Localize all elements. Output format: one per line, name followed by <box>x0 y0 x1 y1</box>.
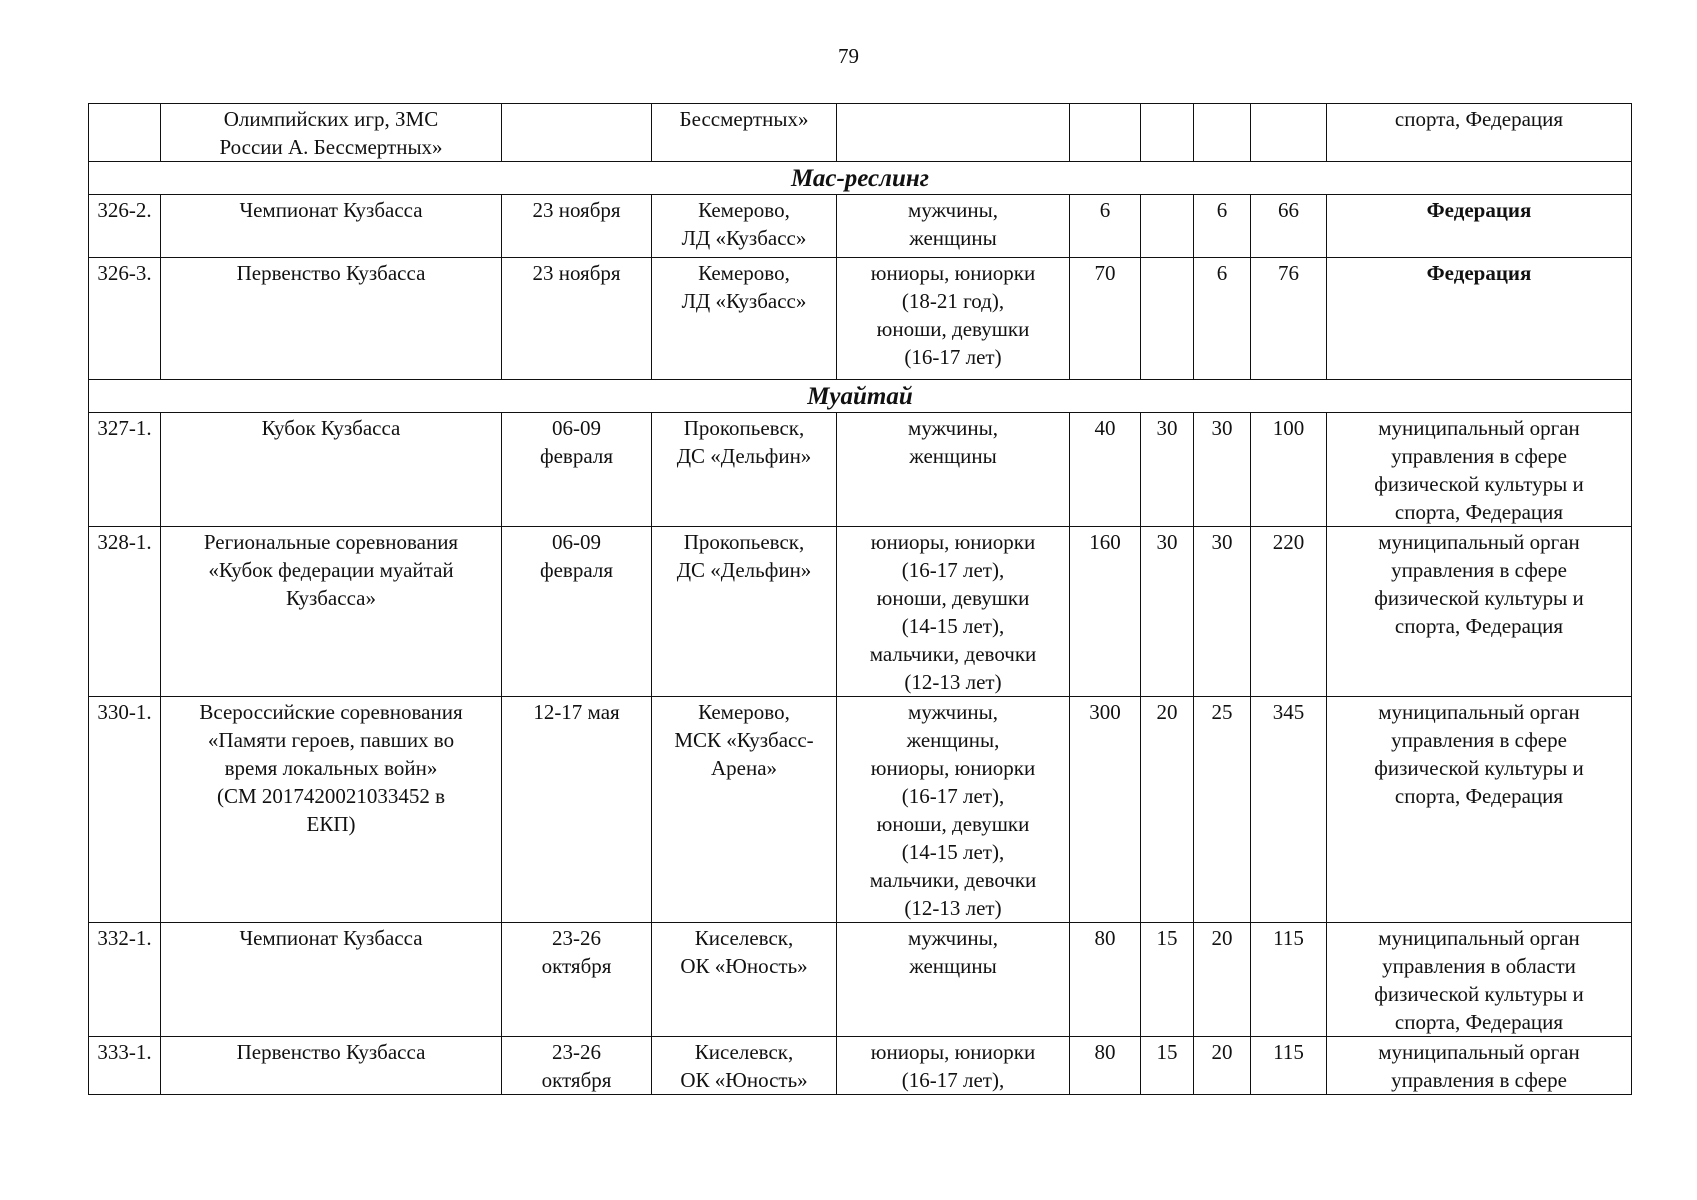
line: ЛД «Кузбасс» <box>681 226 807 250</box>
events-table <box>88 103 1632 1095</box>
cell-dates <box>502 923 652 1037</box>
line: Олимпийских игр, ЗМС <box>223 107 439 131</box>
cell-event-name <box>161 104 502 162</box>
line: Кузбасса» <box>286 586 376 610</box>
line: Прокопьевск, <box>683 416 805 440</box>
cell-count-2 <box>1141 258 1194 380</box>
line: Киселевск, <box>694 1040 794 1064</box>
line: физической культуры и <box>1374 756 1584 780</box>
line: юниоры, юниорки <box>870 530 1036 554</box>
line: юниоры, юниорки <box>870 1040 1036 1064</box>
cell-total: 115 <box>1251 1037 1327 1095</box>
line: (16-17 лет), <box>901 784 1005 808</box>
cell-organizer <box>1327 923 1632 1037</box>
line: 23 ноября <box>532 261 621 285</box>
cell-organizer <box>1327 527 1632 697</box>
cell-category <box>837 923 1070 1037</box>
line: Всероссийские соревнования <box>199 700 463 724</box>
line: февраля <box>540 444 613 468</box>
line: юноши, девушки <box>876 317 1030 341</box>
line: управления в области <box>1382 954 1576 978</box>
table-body <box>89 104 1632 1095</box>
cell-total: 100 <box>1251 413 1327 527</box>
cell-num: 330-1. <box>89 697 161 923</box>
line: Кубок Кузбасса <box>261 416 401 440</box>
cell-dates <box>502 413 652 527</box>
cell-count-1 <box>1070 104 1141 162</box>
line: Федерация <box>1426 198 1532 222</box>
continuation-row <box>89 104 1632 162</box>
event-row <box>89 527 1632 697</box>
cell-venue <box>652 104 837 162</box>
cell-num: 332-1. <box>89 923 161 1037</box>
cell-total <box>1251 104 1327 162</box>
line: управления в сфере <box>1391 1068 1567 1092</box>
line: (12-13 лет) <box>904 670 1002 694</box>
line: Чемпионат Кузбасса <box>239 926 423 950</box>
cell-category <box>837 195 1070 258</box>
line: спорта, Федерация <box>1394 784 1564 808</box>
cell-num: 326-2. <box>89 195 161 258</box>
line: 23-26 <box>552 1040 601 1064</box>
section-title: Мас-реслинг <box>89 162 1632 195</box>
cell-total: 345 <box>1251 697 1327 923</box>
line: ДС «Дельфин» <box>676 558 812 582</box>
line: Кемерово, <box>698 198 790 222</box>
cell-num: 328-1. <box>89 527 161 697</box>
cell-venue <box>652 527 837 697</box>
cell-event-name <box>161 413 502 527</box>
cell-count-1: 160 <box>1070 527 1141 697</box>
line: муниципальный орган <box>1378 530 1580 554</box>
line: (12-13 лет) <box>904 896 1002 920</box>
cell-venue <box>652 258 837 380</box>
cell-count-2 <box>1141 104 1194 162</box>
cell-event-name <box>161 923 502 1037</box>
cell-count-2: 30 <box>1141 527 1194 697</box>
section-header-row <box>89 162 1632 195</box>
cell-category <box>837 527 1070 697</box>
line: Прокопьевск, <box>683 530 805 554</box>
line: управления в сфере <box>1391 728 1567 752</box>
cell-category <box>837 413 1070 527</box>
line: женщины, <box>906 728 1000 752</box>
line: муниципальный орган <box>1378 700 1580 724</box>
cell-total: 76 <box>1251 258 1327 380</box>
line: Арена» <box>710 756 778 780</box>
line: мальчики, девочки <box>869 868 1037 892</box>
line: время локальных войн» <box>224 756 438 780</box>
cell-count-1: 80 <box>1070 1037 1141 1095</box>
cell-count-1: 80 <box>1070 923 1141 1037</box>
cell-dates <box>502 258 652 380</box>
line: мужчины, <box>908 198 998 222</box>
cell-category <box>837 697 1070 923</box>
cell-dates <box>502 195 652 258</box>
line: ОК «Юность» <box>680 954 808 978</box>
line: (СМ 2017420021033452 в <box>216 784 446 808</box>
line: Первенство Кузбасса <box>236 1040 426 1064</box>
line: мальчики, девочки <box>869 642 1037 666</box>
line: октября <box>541 954 612 978</box>
line: управления в сфере <box>1391 444 1567 468</box>
event-row <box>89 1037 1632 1095</box>
line: 06-09 <box>552 416 601 440</box>
cell-count-1: 40 <box>1070 413 1141 527</box>
cell-count-2: 30 <box>1141 413 1194 527</box>
line: физической культуры и <box>1374 982 1584 1006</box>
line: женщины <box>909 444 997 468</box>
cell-num: 333-1. <box>89 1037 161 1095</box>
line: Кемерово, <box>698 700 790 724</box>
cell-count-2 <box>1141 195 1194 258</box>
line: мужчины, <box>908 700 998 724</box>
line: (16-17 лет) <box>904 345 1002 369</box>
line: Бессмертных» <box>679 107 809 131</box>
line: муниципальный орган <box>1378 1040 1580 1064</box>
cell-dates <box>502 697 652 923</box>
cell-num: 326-3. <box>89 258 161 380</box>
line: женщины <box>909 954 997 978</box>
cell-dates <box>502 1037 652 1095</box>
cell-venue <box>652 413 837 527</box>
cell-total: 220 <box>1251 527 1327 697</box>
line: октября <box>541 1068 612 1092</box>
line: февраля <box>540 558 613 582</box>
event-row <box>89 923 1632 1037</box>
cell-organizer <box>1327 258 1632 380</box>
cell-event-name <box>161 527 502 697</box>
cell-count-3: 20 <box>1194 1037 1251 1095</box>
line: ОК «Юность» <box>680 1068 808 1092</box>
cell-count-3: 6 <box>1194 258 1251 380</box>
cell-category <box>837 1037 1070 1095</box>
line: физической культуры и <box>1374 472 1584 496</box>
section-header-row <box>89 380 1632 413</box>
line: спорта, Федерация <box>1394 614 1564 638</box>
line: муниципальный орган <box>1378 416 1580 440</box>
line: Чемпионат Кузбасса <box>239 198 423 222</box>
line: муниципальный орган <box>1378 926 1580 950</box>
line: юноши, девушки <box>876 812 1030 836</box>
line: «Кубок федерации муайтай <box>208 558 454 582</box>
line: Киселевск, <box>694 926 794 950</box>
cell-count-1: 6 <box>1070 195 1141 258</box>
cell-event-name <box>161 258 502 380</box>
section-title: Муайтай <box>89 380 1632 413</box>
cell-venue <box>652 923 837 1037</box>
line: ДС «Дельфин» <box>676 444 812 468</box>
line: Первенство Кузбасса <box>236 261 426 285</box>
event-row <box>89 413 1632 527</box>
page-number: 79 <box>838 44 859 68</box>
cell-venue <box>652 697 837 923</box>
line: (18-21 год), <box>901 289 1005 313</box>
cell-category <box>837 258 1070 380</box>
cell-dates <box>502 527 652 697</box>
line: 12-17 мая <box>533 700 620 724</box>
cell-venue <box>652 195 837 258</box>
cell-category <box>837 104 1070 162</box>
line: 06-09 <box>552 530 601 554</box>
cell-total: 115 <box>1251 923 1327 1037</box>
line: 23-26 <box>552 926 601 950</box>
line: «Памяти героев, павших во <box>207 728 455 752</box>
line: юниоры, юниорки <box>870 261 1036 285</box>
cell-count-3: 30 <box>1194 527 1251 697</box>
cell-organizer <box>1327 697 1632 923</box>
line: МСК «Кузбасс- <box>674 728 814 752</box>
line: (16-17 лет), <box>901 1068 1005 1092</box>
cell-organizer <box>1327 413 1632 527</box>
cell-count-2: 20 <box>1141 697 1194 923</box>
line: Кемерово, <box>698 261 790 285</box>
line: управления в сфере <box>1391 558 1567 582</box>
cell-dates <box>502 104 652 162</box>
cell-organizer <box>1327 195 1632 258</box>
line: женщины <box>909 226 997 250</box>
cell-count-1: 70 <box>1070 258 1141 380</box>
event-row <box>89 258 1632 380</box>
line: юниоры, юниорки <box>870 756 1036 780</box>
line: спорта, Федерация <box>1394 500 1564 524</box>
cell-count-3: 25 <box>1194 697 1251 923</box>
event-row <box>89 697 1632 923</box>
cell-num <box>89 104 161 162</box>
cell-organizer <box>1327 104 1632 162</box>
line: Региональные соревнования <box>203 530 459 554</box>
line: спорта, Федерация <box>1394 107 1564 131</box>
cell-venue <box>652 1037 837 1095</box>
cell-total: 66 <box>1251 195 1327 258</box>
cell-event-name <box>161 697 502 923</box>
line: (16-17 лет), <box>901 558 1005 582</box>
line: (14-15 лет), <box>901 840 1005 864</box>
line: мужчины, <box>908 926 998 950</box>
line: ЕКП) <box>306 812 356 836</box>
line: 23 ноября <box>532 198 621 222</box>
line: юноши, девушки <box>876 586 1030 610</box>
line: физической культуры и <box>1374 586 1584 610</box>
cell-event-name <box>161 195 502 258</box>
cell-count-3: 20 <box>1194 923 1251 1037</box>
line: спорта, Федерация <box>1394 1010 1564 1034</box>
cell-count-3 <box>1194 104 1251 162</box>
line: (14-15 лет), <box>901 614 1005 638</box>
cell-event-name <box>161 1037 502 1095</box>
cell-count-2: 15 <box>1141 1037 1194 1095</box>
cell-count-3: 6 <box>1194 195 1251 258</box>
line: ЛД «Кузбасс» <box>681 289 807 313</box>
cell-count-2: 15 <box>1141 923 1194 1037</box>
line: Федерация <box>1426 261 1532 285</box>
cell-count-3: 30 <box>1194 413 1251 527</box>
line: мужчины, <box>908 416 998 440</box>
cell-organizer <box>1327 1037 1632 1095</box>
event-row <box>89 195 1632 258</box>
cell-count-1: 300 <box>1070 697 1141 923</box>
cell-num: 327-1. <box>89 413 161 527</box>
line: России А. Бессмертных» <box>219 135 443 159</box>
